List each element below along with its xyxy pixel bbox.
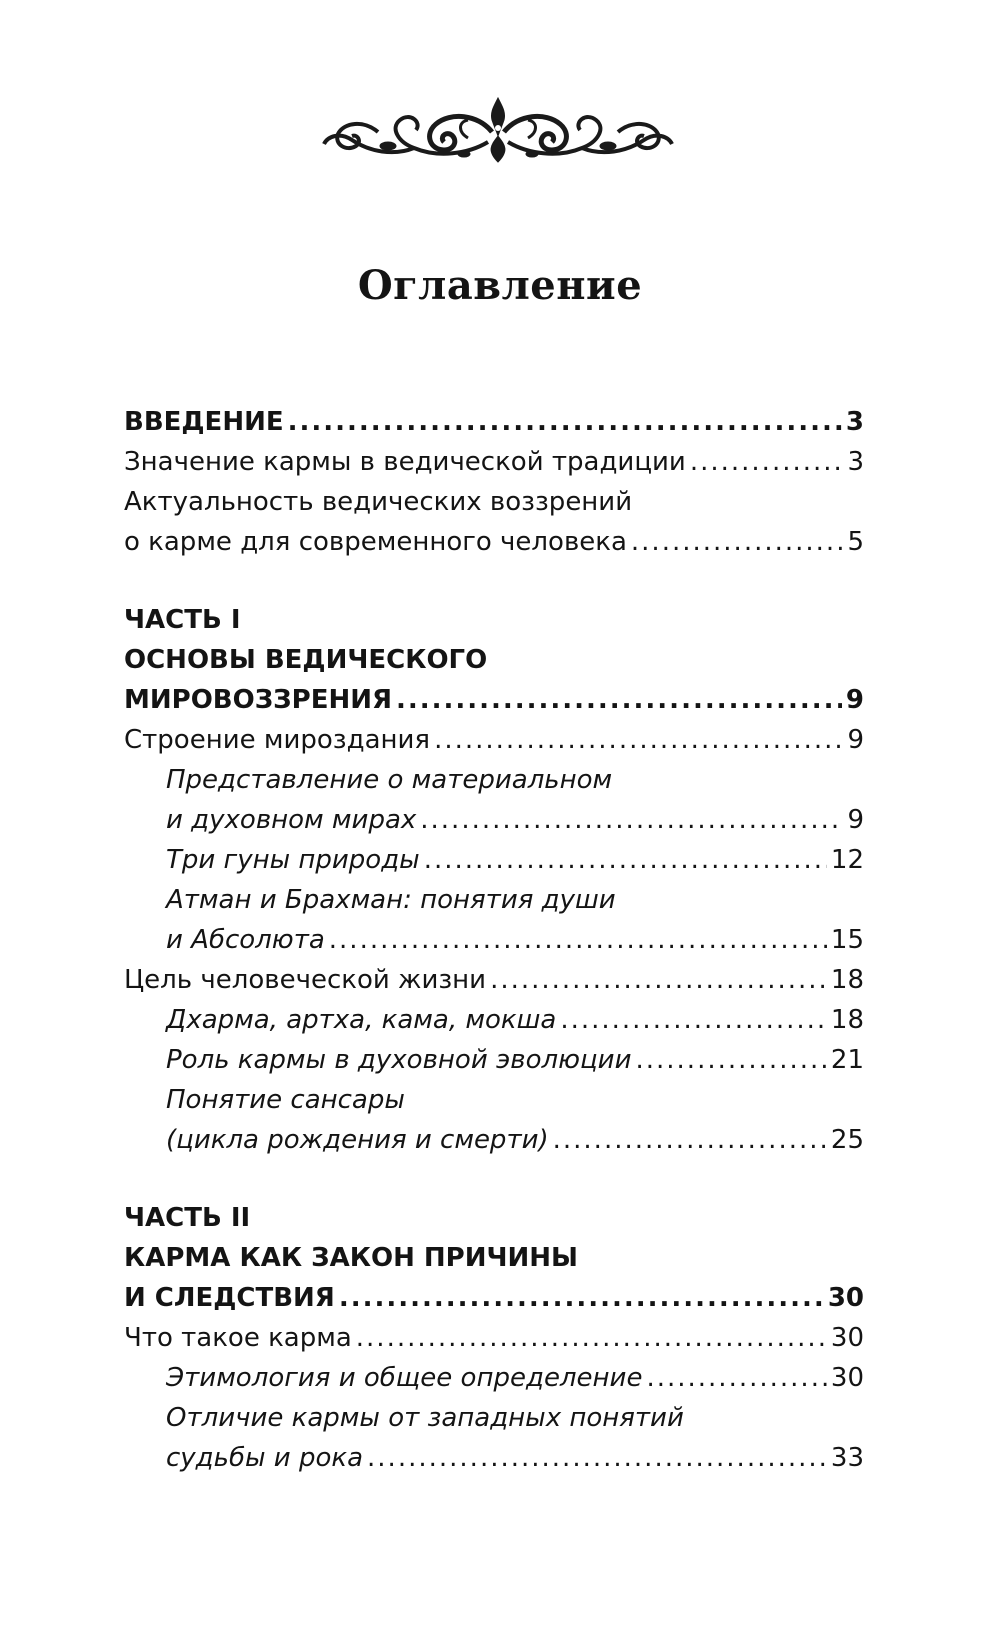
toc-entry-title: Строение мироздания [124, 725, 431, 755]
table-of-contents [124, 402, 864, 1478]
toc-subentry-line[interactable] [124, 1398, 864, 1438]
dot-leader [490, 960, 827, 1000]
toc-entry-title: Роль кармы в духовной эволюции [166, 1045, 632, 1075]
dot-leader [434, 720, 843, 760]
toc-subentry[interactable] [124, 840, 864, 880]
dot-leader [424, 840, 827, 880]
toc-page-number: 15 [830, 925, 864, 955]
toc-page-number: 21 [830, 1045, 864, 1075]
toc-subentry-line[interactable] [124, 1080, 864, 1120]
toc-subentry[interactable] [124, 1120, 864, 1160]
toc-subentry-line[interactable] [124, 760, 864, 800]
toc-entry-line[interactable] [124, 482, 864, 522]
part-title-line[interactable] [124, 640, 864, 680]
dot-leader [553, 1120, 827, 1160]
toc-page-number: 30 [830, 1323, 864, 1353]
toc-subentry[interactable] [124, 1040, 864, 1080]
toc-entry[interactable] [124, 522, 864, 562]
toc-section[interactable] [124, 720, 864, 760]
toc-entry[interactable] [124, 442, 864, 482]
toc-subentry[interactable] [124, 1000, 864, 1040]
toc-subentry[interactable] [124, 1438, 864, 1478]
page-title: Оглавление [357, 262, 643, 309]
toc-entry-intro[interactable] [124, 402, 864, 442]
toc-page-number: 18 [830, 1005, 864, 1035]
part-label: ЧАСТЬ II [124, 1203, 251, 1233]
toc-entry-title: Что такое карма [124, 1323, 352, 1353]
dot-leader [560, 1000, 827, 1040]
toc-entry-part-1[interactable] [124, 680, 864, 720]
part-title: И СЛЕДСТВИЯ [124, 1283, 335, 1313]
toc-section[interactable] [124, 960, 864, 1000]
toc-entry-title: (цикла рождения и смерти) [166, 1125, 549, 1155]
toc-page-number: 12 [830, 845, 864, 875]
part-title: МИРОВОЗЗРЕНИЯ [124, 685, 393, 715]
part-title-line[interactable] [124, 1238, 864, 1278]
toc-page-number: 9 [845, 685, 864, 715]
part-title: КАРМА КАК ЗАКОН ПРИЧИНЫ [124, 1243, 578, 1273]
toc-entry-title: Дхарма, артха, кама, мокша [166, 1005, 557, 1035]
toc-entry-title: о карме для современного человека [124, 527, 627, 557]
toc-page-number: 9 [847, 725, 864, 755]
toc-entry-part-2[interactable] [124, 1278, 864, 1318]
toc-page-number: 3 [847, 447, 864, 477]
dot-leader [635, 1040, 826, 1080]
toc-subentry[interactable] [124, 800, 864, 840]
toc-page-number: 3 [845, 407, 864, 437]
toc-page-number: 33 [830, 1443, 864, 1473]
dot-leader [367, 1438, 827, 1478]
toc-page-number: 30 [830, 1363, 864, 1393]
dot-leader [631, 522, 844, 562]
toc-subentry[interactable] [124, 920, 864, 960]
toc-subentry[interactable] [124, 1358, 864, 1398]
toc-entry-title: ВВЕДЕНИЕ [124, 407, 284, 437]
toc-entry-title: Представление о материальном [166, 765, 613, 795]
toc-page-number: 9 [847, 805, 864, 835]
dot-leader [288, 402, 842, 442]
toc-page-number: 5 [847, 527, 864, 557]
part-label: ЧАСТЬ I [124, 605, 241, 635]
toc-entry-title: и Абсолюта [166, 925, 325, 955]
toc-entry-title: Значение кармы в ведической традиции [124, 447, 686, 477]
toc-entry-title: Актуальность ведических воззрений [124, 487, 633, 517]
toc-entry-title: Цель человеческой жизни [124, 965, 487, 995]
dot-leader [396, 680, 842, 720]
toc-entry-title: Отличие кармы от западных понятий [166, 1403, 684, 1433]
toc-subentry-line[interactable] [124, 880, 864, 920]
toc-entry-title: Три гуны природы [166, 845, 420, 875]
part-title: ОСНОВЫ ВЕДИЧЕСКОГО [124, 645, 488, 675]
toc-page-number: 30 [827, 1283, 864, 1313]
toc-entry-title: и духовном мирах [166, 805, 417, 835]
toc-entry-title: судьбы и рока [166, 1443, 364, 1473]
dot-leader [690, 442, 844, 482]
toc-page-number: 25 [830, 1125, 864, 1155]
dot-leader [646, 1358, 826, 1398]
toc-section[interactable] [124, 1318, 864, 1358]
toc-entry-title: Этимология и общее определение [166, 1363, 643, 1393]
scroll-ornament-icon [318, 92, 678, 172]
toc-entry-title: Атман и Брахман: понятия души [166, 885, 616, 915]
dot-leader [339, 1278, 824, 1318]
dot-leader [356, 1318, 827, 1358]
toc-page-number: 18 [830, 965, 864, 995]
dot-leader [329, 920, 827, 960]
dot-leader [420, 800, 843, 840]
toc-entry-title: Понятие сансары [166, 1085, 405, 1115]
